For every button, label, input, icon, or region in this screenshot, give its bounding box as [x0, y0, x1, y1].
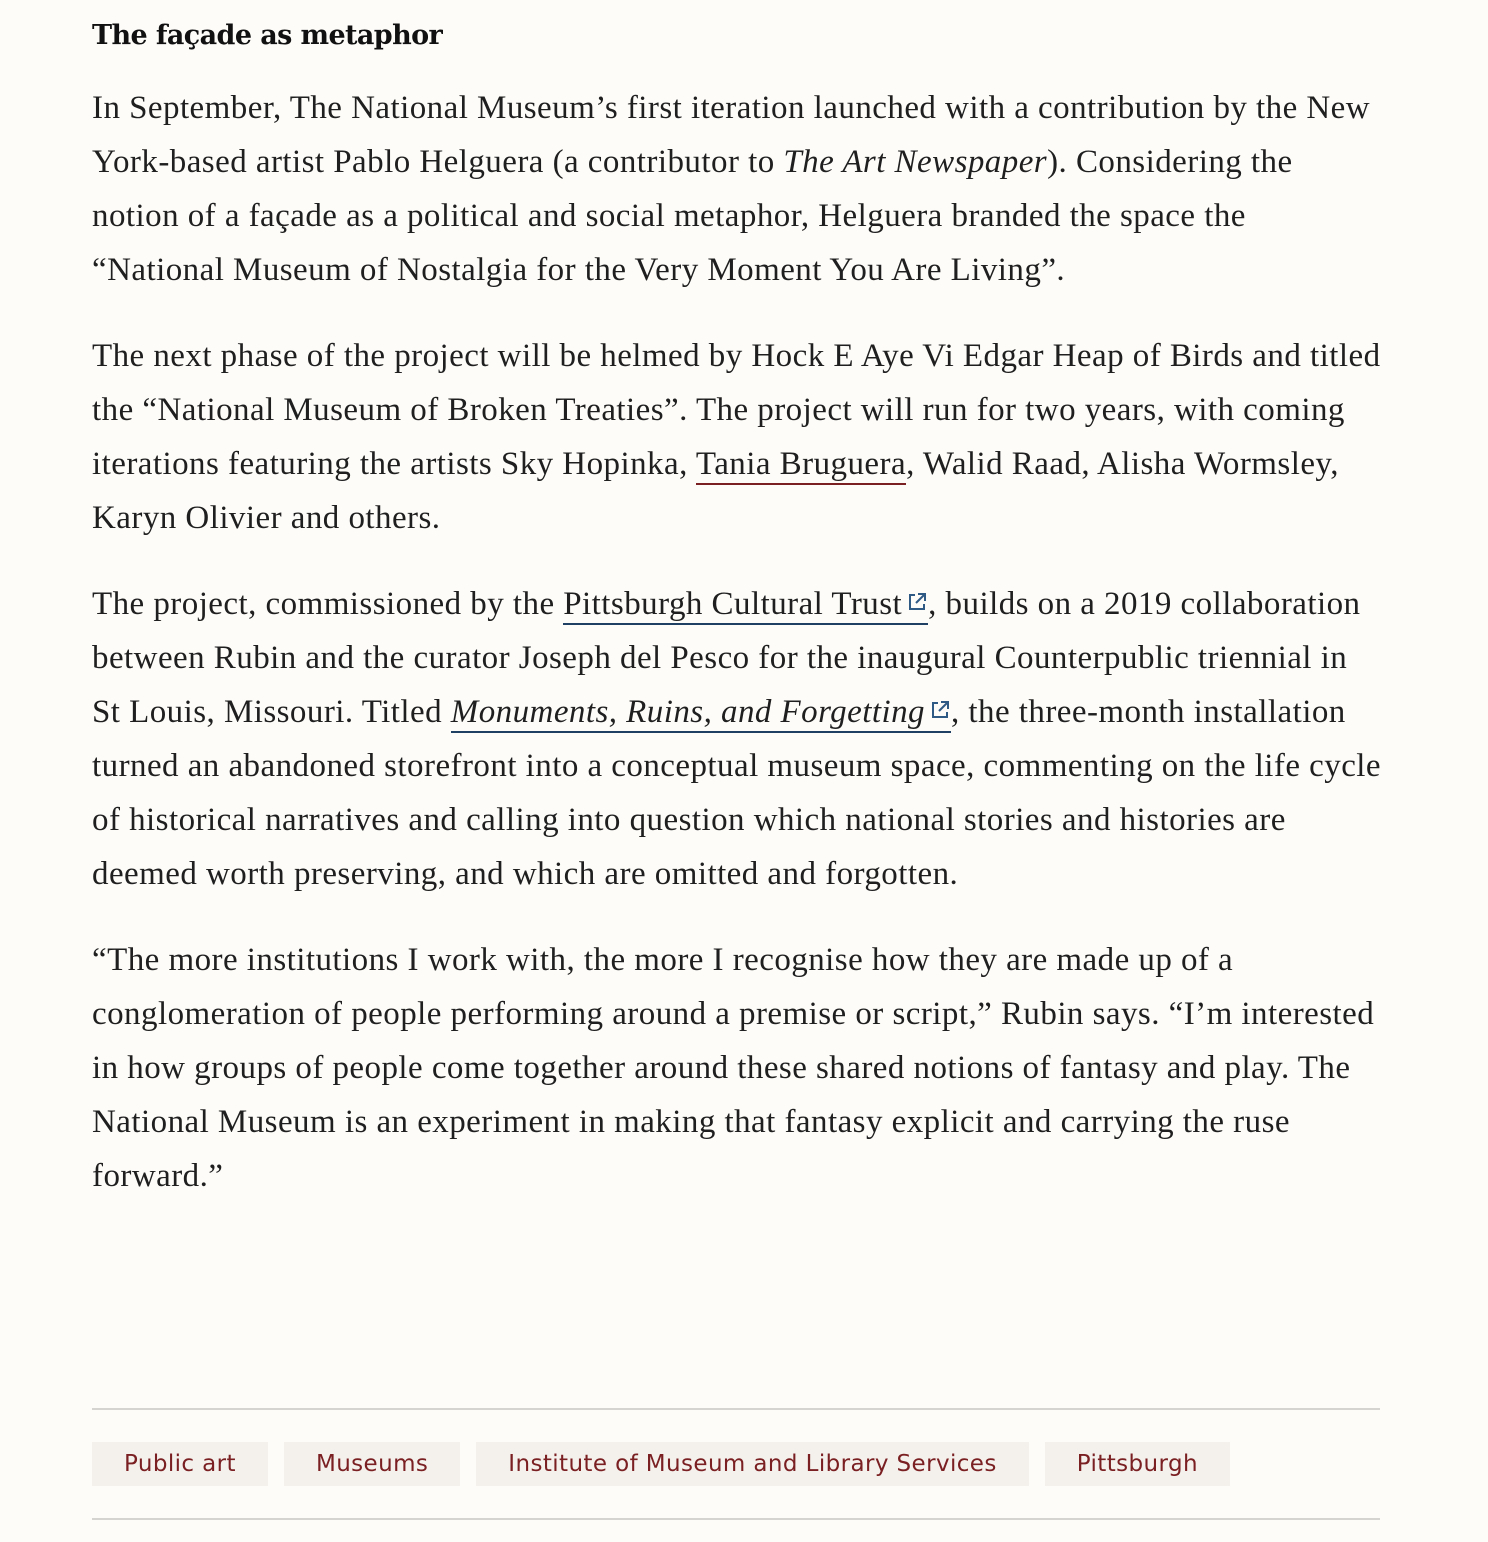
paragraph-1: [92, 81, 1382, 297]
paragraph-2: [92, 329, 1382, 545]
article-body: [92, 0, 1382, 1203]
paragraph-2-text-a: The next phase of the project will be helmed by Hock E Aye Vi Edgar Heap of Birds and titled the “National Museum of Broken Treaties”. The project will run for two years, with coming iterations featuring the artists Sky Hopinka,: [92, 338, 1381, 482]
tags-divider-top: [92, 1408, 1380, 1410]
paragraph-2-text-b: , Walid Raad, Alisha Wormsley, Karyn Olivier and others.: [92, 446, 1339, 536]
external-link-icon: [929, 699, 951, 721]
link-monuments-ruins-forgetting-label: Monuments, Ruins, and Forgetting: [450, 694, 925, 730]
publication-title: The Art Newspaper: [783, 144, 1048, 180]
tag-public-art[interactable]: Public art: [92, 1442, 268, 1486]
link-monuments-ruins-forgetting[interactable]: [451, 694, 951, 733]
link-tania-bruguera[interactable]: Tania Bruguera: [696, 446, 906, 485]
paragraph-4: “The more institutions I work with, the more I recognise how they are made up of a conglomeration of people performing around a premise or script,” Rubin says. “I’m interested in how groups of people come together around these shared notions of fantasy and play. The National Museum is an experiment in making that fantasy explicit and carrying the ruse forward.”: [92, 942, 1375, 1194]
paragraph-1-text-b: ). Considering the notion of a façade as a political and social metaphor, Helguera branded the space the “National Museum of Nostalgia for the Very Moment You Are Living”.: [92, 144, 1293, 288]
paragraph-3: [92, 577, 1382, 901]
paragraph-1-text-a: In September, The National Museum’s first iteration launched with a contribution by the New York-based artist Pablo Helguera (a contributor to: [92, 90, 1371, 180]
paragraph-3-text-b: , builds on a 2019 collaboration between Rubin and the curator Joseph del Pesco for the inaugural Counterpublic triennial in St Louis, Missouri. Titled: [92, 586, 1361, 730]
paragraph-3-text-c: , the three-month installation turned an abandoned storefront into a conceptual museum space, commenting on the life cycle of historical narratives and calling into question which national stories and histories are deemed worth preserving, and which are omitted and forgotten.: [92, 694, 1382, 892]
external-link-icon: [906, 591, 928, 613]
tag-pittsburgh[interactable]: Pittsburgh: [1045, 1442, 1230, 1486]
link-pittsburgh-cultural-trust[interactable]: [563, 586, 928, 625]
section-heading: The façade as metaphor: [92, 20, 443, 51]
tag-museums[interactable]: Museums: [284, 1442, 460, 1486]
tag-imls[interactable]: Institute of Museum and Library Services: [476, 1442, 1028, 1486]
tags-divider-bottom: [92, 1518, 1380, 1520]
link-pittsburgh-cultural-trust-label: Pittsburgh Cultural Trust: [563, 586, 903, 622]
tag-list: [92, 1442, 1230, 1486]
paragraph-3-text-a: The project, commissioned by the: [92, 586, 564, 622]
